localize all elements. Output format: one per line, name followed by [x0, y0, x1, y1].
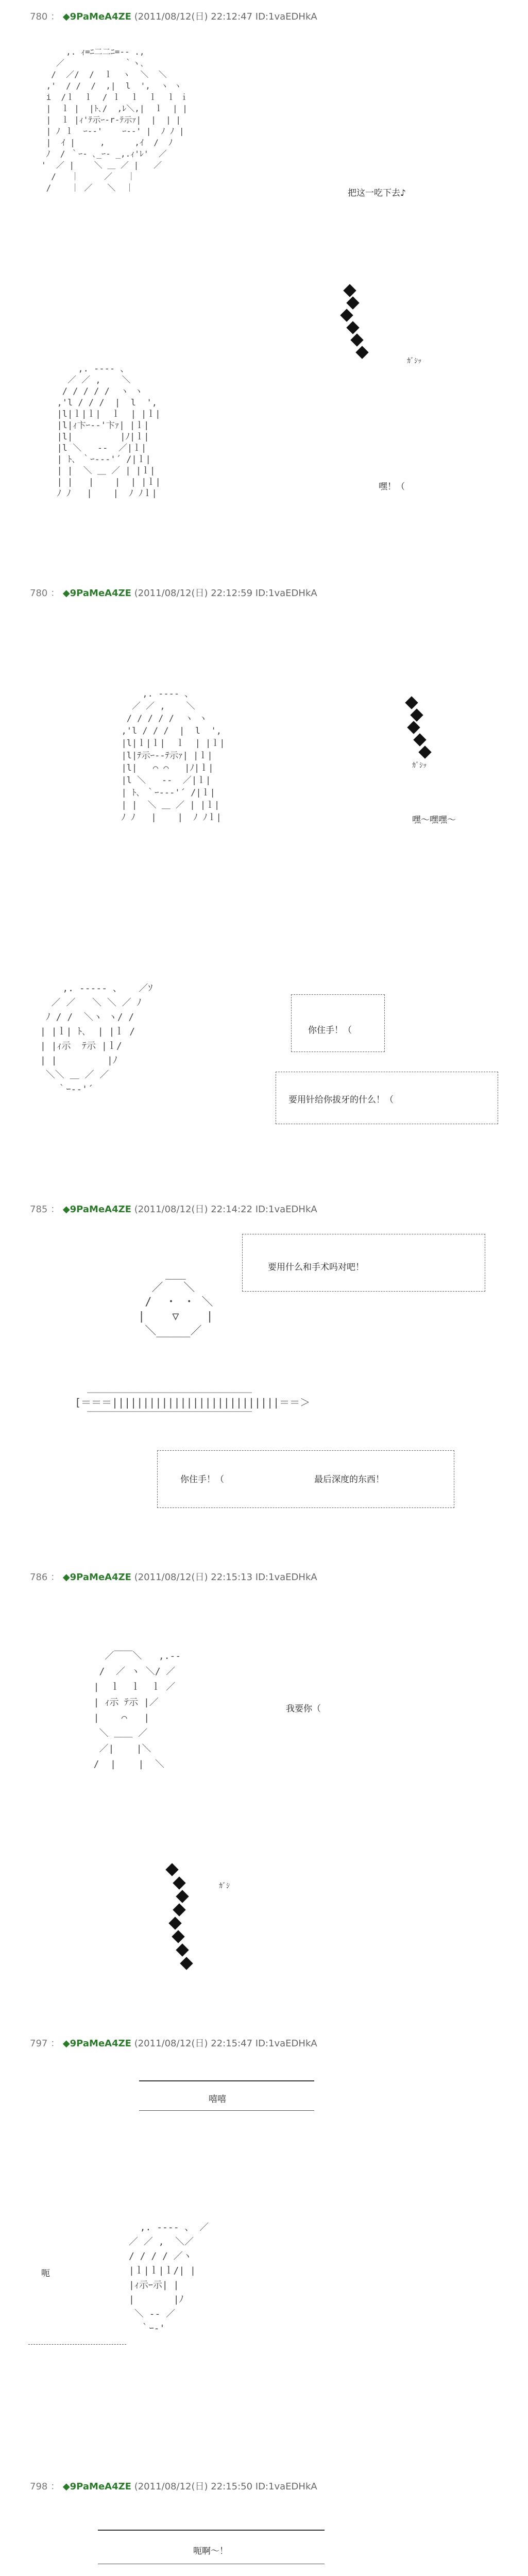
post-number: 786 ： [30, 1572, 60, 1583]
post-number: 797 ： [30, 2038, 60, 2049]
poster-name: ◆9PaMeA4ZE [62, 2038, 131, 2049]
divider-line [139, 2080, 314, 2081]
sound-effect: ｶﾞｼｯ [407, 357, 421, 365]
dialogue-line: 我要你（ [286, 1704, 321, 1714]
dialogue-line: 呃啊～！ [193, 2546, 228, 2556]
post-date: (2011/08/12(日) 22:12:47 ID:1vaEDHkA [134, 11, 317, 22]
post-date: (2011/08/12(日) 22:15:50 ID:1vaEDHkA [134, 2481, 317, 2492]
dialogue-line: 最后深度的东西！ [314, 1475, 384, 1485]
post-date: (2011/08/12(日) 22:12:59 ID:1vaEDHkA [134, 588, 317, 599]
dialogue-line: 要用针给你拔牙的什么！（ [288, 1095, 394, 1105]
post-header [30, 1202, 317, 1215]
dialogue-line: 嘿！（ [379, 482, 405, 492]
sound-effect: ｶﾞｼｯ [412, 761, 427, 770]
poster-name: ◆9PaMeA4ZE [62, 1572, 131, 1583]
post-header [30, 2036, 317, 2049]
divider-line [139, 2110, 314, 2111]
dialogue-line: 呃 [41, 2268, 50, 2279]
post-header [30, 586, 317, 599]
poster-name: ◆9PaMeA4ZE [62, 588, 131, 599]
ascii-art: ,. -‐‐- 、 ／ ／ ／ , ＼／ / / / / ／ヽ |ｌ|ｌ|ｌ/| | |ｨ示ｰ示| | | |ﾉ ＼ ‐‐ ／ ｀ｰ‐' [129, 2222, 209, 2334]
post-date: (2011/08/12(日) 22:14:22 ID:1vaEDHkA [134, 1204, 317, 1215]
dialogue-line: 嘻嘻 [209, 2094, 226, 2105]
post-header [30, 1570, 317, 1583]
dialogue-line: 你住手！（ [308, 1025, 352, 1036]
ascii-art: ／￣￣＼ ,.-‐ / ／ ヽ ＼/ ／ | ｌ ｌ ｌ ／ | ｨ示 ﾃ示 |／ | ⌒ | ＼ ＿＿ ／ ／| |＼ / | | ＼ [93, 1651, 181, 1770]
post-number: 798 ： [30, 2481, 60, 2492]
poster-name: ◆9PaMeA4ZE [62, 1204, 131, 1215]
post-number: 780 ： [30, 11, 60, 22]
divider-line [98, 2530, 325, 2531]
dialogue-line: 你住手！（ [180, 1475, 224, 1485]
poster-name: ◆9PaMeA4ZE [62, 2481, 131, 2492]
ascii-art: ,. -‐‐- 、 ／ ／ , ＼ / / / / / ヽ ヽ ,'l / / / | l ', |l|ｌ|ｌ| ｌ | |ｌ| |l|ﾃ示ｰ-‐ﾃ示ｧ| |ｌ| |l| ⌒ ⌒ |ﾉ|ｌ| |l ＼ ‐‐ ／|ｌ| | ﾄ､ ｀ｰ--‐'´ /|ｌ| | | ＼ ＿ ／ | |ｌ| ﾉ ﾉ | | ﾉ ﾉｌ| [121, 689, 225, 823]
ascii-art: ,. -‐‐- 、 ／ ／ , ＼ / / / / / ヽ ヽ ,'l / / / | l ', |l|ｌ|ｌ| ｌ | |ｌ| |l|ｨ卞ｰ-‐'卞ｧ| |ｌ| |l| |ﾉ|ｌ| |l ＼ ‐‐ ／|ｌ| | ﾄ､ ｀ｰ--‐'´ /|ｌ| | | ＼ ＿ ／ | |ｌ| | | | | | |ｌ| ﾉ ﾉ | | ﾉ ﾉｌ| [57, 364, 161, 499]
impact-diamonds [407, 698, 428, 770]
post-date: (2011/08/12(日) 22:15:13 ID:1vaEDHkA [134, 1572, 317, 1583]
ascii-art: ,. -‐‐‐- 、 ／ｿ ／ ／ ＼ ＼ ／ ﾉ ﾉ / / ＼ヽ ヽ/ / | |ｌ| ﾄ､ | |ｌ / | |ｨ示 ﾃ示 |ｌ/ | | |ﾉ ＼＼ ＿ ／ ／ ｀ｰ-‐'´ [40, 983, 153, 1095]
dialogue-line: 把这一吃下去♪ [348, 188, 406, 198]
sound-effect: ｶﾞｼ [219, 1882, 230, 1890]
post-date: (2011/08/12(日) 22:15:47 ID:1vaEDHkA [134, 2038, 317, 2049]
divider-line [28, 2344, 126, 2345]
impact-diamonds [340, 286, 361, 384]
ascii-art: ,. ｨ=ﾆ二二ﾆ=‐- ., ／ ｀ヽ､ / ／/ / ｌ ヽ ＼ ＼ ,' / / / ,| l ', ヽ ヽ i /ｌ ｌ / ｌ ｌ ｌ ｌ ｉ | ｌ | |ﾄ､/ ,ﾚ＼,| ｌ | | | ｌ |ｨ'ﾃ示ｰ-r-ﾃ示ｧ| | | | | ﾉ ｌ ｰ-‐' ｰ-‐' | ﾉ ﾉ | | ｲ | , ,ｲ / ﾉ ﾉ / ｀ｰ- ､_ｰ- _,.ｨ'ﾚ' ／ ' ／ | ＼ ＿ ／ | ／ / ｜ ／ ｜ / ｜ ／ ＼ ｜ [41, 47, 189, 193]
post-number: 780 ： [30, 588, 60, 599]
post-header [30, 2479, 317, 2493]
ascii-art: ＿＿＿＿＿＿＿＿＿＿＿＿＿＿＿＿ [＝＝＝|||||||||||||||||||||||||||＝＝＞ ￣￣￣￣￣￣￣￣￣￣￣￣￣￣￣￣ [75, 1382, 311, 1423]
post-number: 785 ： [30, 1204, 60, 1215]
dialogue-line: 嘿～嘿嘿～ [412, 815, 456, 825]
poster-name: ◆9PaMeA4ZE [62, 11, 131, 22]
post-header [30, 9, 317, 23]
dialogue-line: 要用什么和手术吗对吧！ [268, 1262, 364, 1273]
impact-diamonds [167, 1865, 188, 1984]
ascii-art: ___ ／ ＼ / ・ ・ ＼ | ▽ | ＼_____／ [138, 1267, 213, 1337]
